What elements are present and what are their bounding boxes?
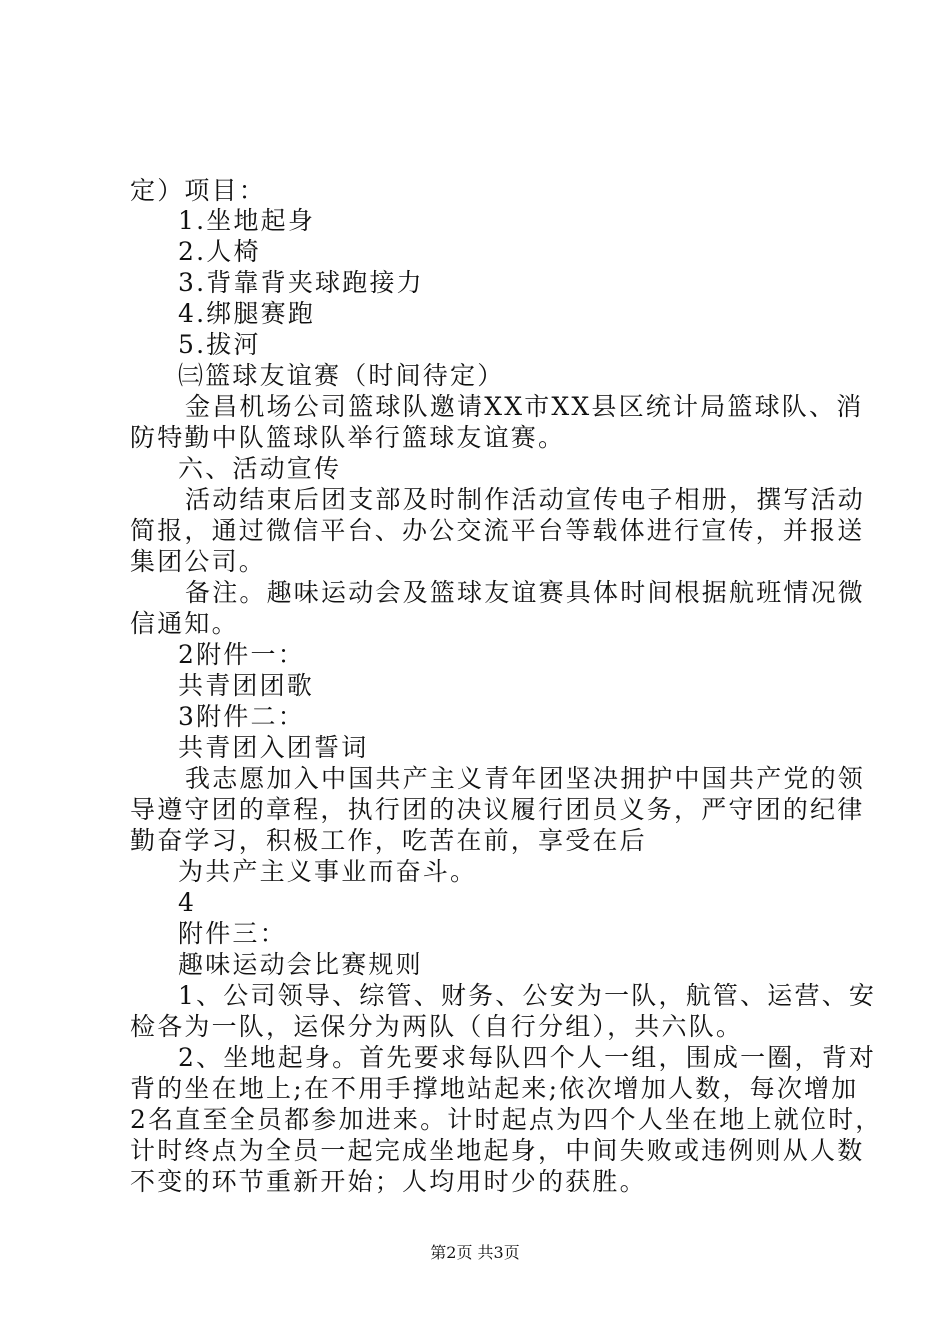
text-line: 简报，通过微信平台、办公交流平台等载体进行宣传，并报送 xyxy=(130,516,865,545)
text-line: 活动结束后团支部及时制作活动宣传电子相册，撰写活动 xyxy=(185,485,866,514)
text-line: 共青团入团誓词 xyxy=(178,733,369,762)
text-line: 2名直至全员都参加进来。计时起点为四个人坐在地上就位时， xyxy=(130,1105,883,1134)
text-line: 勤奋学习，积极工作，吃苦在前，享受在后 xyxy=(130,826,647,855)
text-line: 不变的环节重新开始；人均用时少的获胜。 xyxy=(130,1167,647,1196)
text-line: 集团公司。 xyxy=(130,547,267,576)
list-item: 5.拔河 xyxy=(178,330,261,359)
attachment-heading: 3附件二： xyxy=(178,702,305,731)
text-line: 1、公司领导、综管、财务、公安为一队，航管、运营、安 xyxy=(178,981,877,1010)
attachment-heading: 附件三： xyxy=(178,919,287,948)
text-line: 信通知。 xyxy=(130,609,239,638)
text-line: 4 xyxy=(178,888,197,917)
text-line: 检各为一队，运保分为两队（自行分组），共六队。 xyxy=(130,1012,744,1041)
text-line: 防特勤中队篮球队举行篮球友谊赛。 xyxy=(130,423,566,452)
section-heading: 六、活动宣传 xyxy=(178,454,342,483)
attachment-heading: 2附件一： xyxy=(178,640,305,669)
text-line: 共青团团歌 xyxy=(178,671,315,700)
text-line: 2、坐地起身。首先要求每队四个人一组，围成一圈，背对 xyxy=(178,1043,877,1072)
section-heading: ㈢篮球友谊赛（时间待定） xyxy=(178,361,505,390)
list-item: 4.绑腿赛跑 xyxy=(178,299,316,328)
list-item: 3.背靠背夹球跑接力 xyxy=(178,268,424,297)
page-footer: 第2页 共3页 xyxy=(430,1243,520,1262)
text-line: 定）项目： xyxy=(130,176,267,205)
text-line: 计时终点为全员一起完成坐地起身，中间失败或违例则从人数 xyxy=(130,1136,865,1165)
text-line: 金昌机场公司篮球队邀请XX市XX县区统计局篮球队、消 xyxy=(185,392,864,421)
text-line: 导遵守团的章程，执行团的决议履行团员义务，严守团的纪律 xyxy=(130,795,865,824)
text-line: 我志愿加入中国共产主义青年团坚决拥护中国共产党的领 xyxy=(185,764,866,793)
list-item: 2.人椅 xyxy=(178,237,261,266)
text-line: 背的坐在地上;在不用手撑地站起来;依次增加人数，每次增加 xyxy=(130,1074,859,1103)
text-line: 备注。趣味运动会及篮球友谊赛具体时间根据航班情况微 xyxy=(185,578,866,607)
list-item: 1.坐地起身 xyxy=(178,206,316,235)
text-line: 为共产主义事业而奋斗。 xyxy=(178,857,478,886)
text-line: 趣味运动会比赛规则 xyxy=(178,950,423,979)
